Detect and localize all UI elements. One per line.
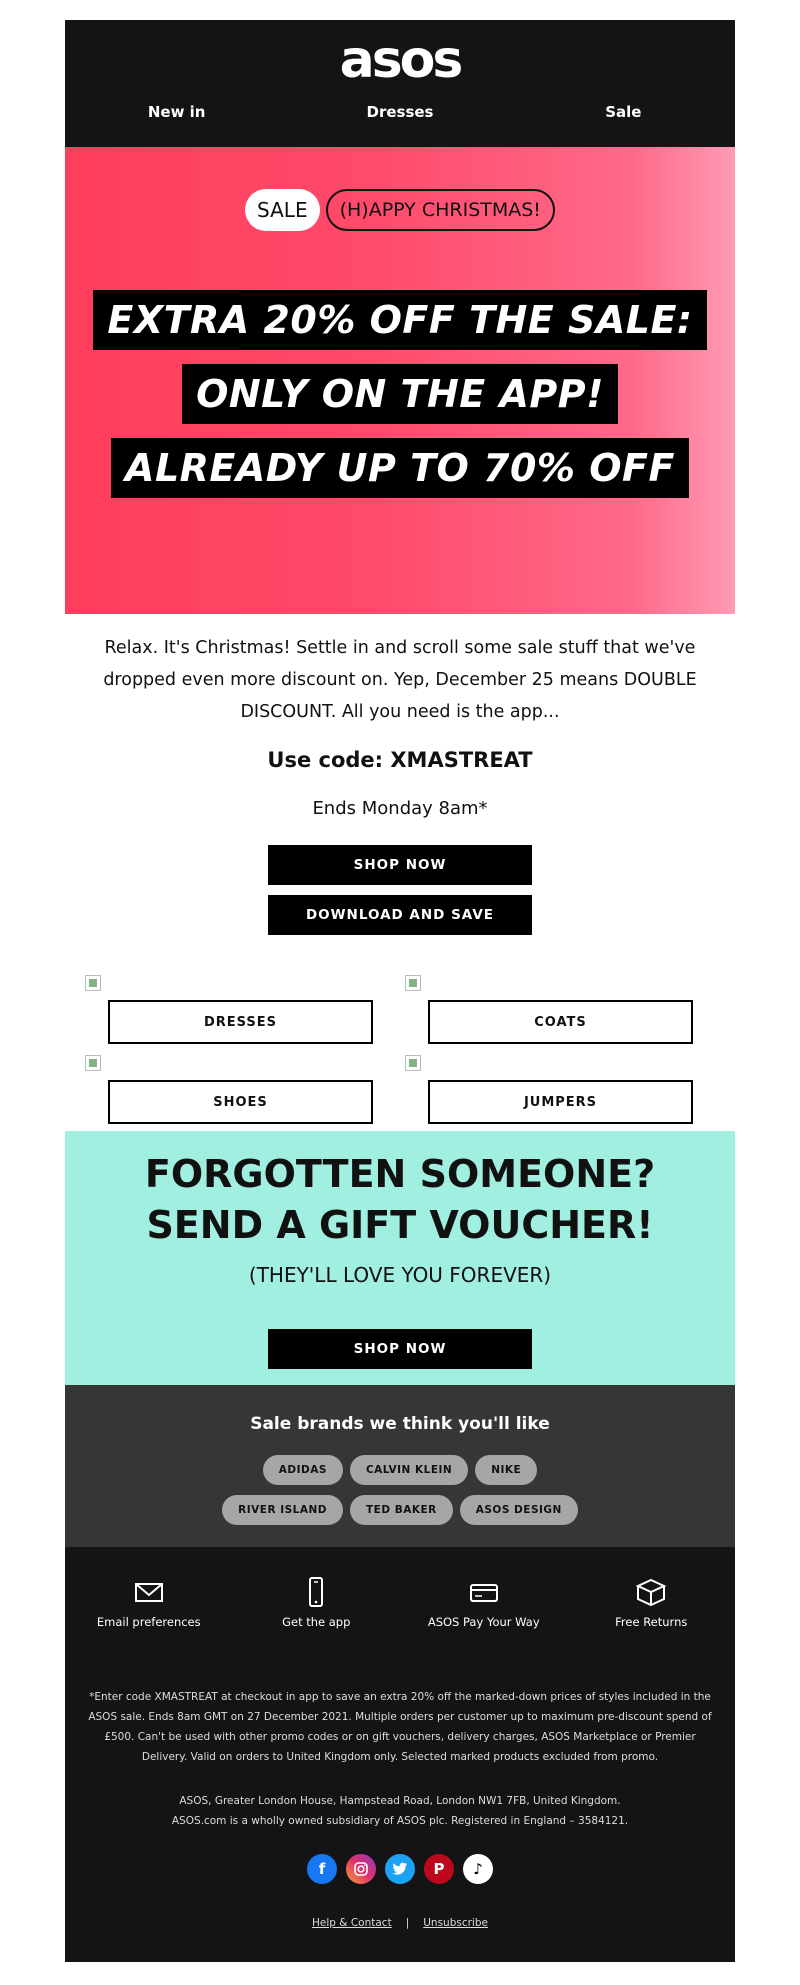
nav-new-in[interactable]: New in [147, 103, 206, 121]
phone-icon [300, 1577, 332, 1607]
feature-label: Get the app [282, 1615, 351, 1629]
gift-voucher-banner [65, 1131, 735, 1385]
feature-email-preferences[interactable] [65, 1577, 233, 1629]
broken-image-icon [405, 1055, 421, 1071]
hero-line-1: EXTRA 20% OFF THE SALE: [93, 290, 706, 350]
footer-features [65, 1577, 735, 1629]
brand-chip-calvin-klein[interactable]: CALVIN KLEIN [350, 1455, 468, 1485]
feature-pay-your-way[interactable] [400, 1577, 568, 1629]
sale-brands [65, 1385, 735, 1547]
feature-get-the-app[interactable] [233, 1577, 401, 1629]
hero-banner[interactable] [65, 147, 735, 614]
footer [65, 1547, 735, 1962]
brand-chip-asos-design[interactable]: ASOS DESIGN [460, 1495, 578, 1525]
feature-label: ASOS Pay Your Way [427, 1615, 540, 1629]
hero-pills [65, 189, 735, 231]
facebook-icon[interactable]: f [307, 1854, 337, 1884]
unsubscribe-link[interactable]: Unsubscribe [423, 1917, 488, 1929]
social-links [65, 1854, 735, 1884]
company-address [65, 1791, 735, 1831]
envelope-icon [133, 1577, 165, 1607]
address-line-1: ASOS, Greater London House, Hampstead Road, London NW1 7FB, United Kingdom. [179, 1795, 621, 1807]
brand-chip-ted-baker[interactable]: TED BAKER [350, 1495, 453, 1525]
offer-ends: Ends Monday 8am* [312, 798, 488, 819]
brand-chip-river-island[interactable]: RIVER ISLAND [222, 1495, 343, 1525]
footer-links [65, 1917, 735, 1929]
hero-line-3: ALREADY UP TO 70% OFF [111, 438, 689, 498]
instagram-icon[interactable] [346, 1854, 376, 1884]
nav-dresses[interactable]: Dresses [366, 103, 434, 121]
feature-label: Free Returns [615, 1615, 688, 1629]
download-and-save-button[interactable]: DOWNLOAD AND SAVE [268, 895, 532, 935]
card-icon [468, 1577, 500, 1607]
email-container [65, 20, 735, 1962]
broken-image-icon [85, 975, 101, 991]
broken-image-icon [85, 1055, 101, 1071]
hero-headline [65, 290, 735, 498]
nav-sale[interactable]: Sale [605, 103, 642, 121]
category-button-coats[interactable]: COATS [428, 1000, 693, 1044]
broken-image-icon [405, 975, 421, 991]
brands-title: Sale brands we think you'll like [250, 1414, 550, 1434]
brands-row-2 [65, 1495, 735, 1525]
shop-now-button[interactable]: SHOP NOW [268, 845, 532, 885]
feature-free-returns[interactable] [568, 1577, 736, 1629]
promo-code: Use code: XMASTREAT [267, 748, 533, 772]
intro-copy: Relax. It's Christmas! Settle in and scroll some sale stuff that we've dropped even more discount on. Yep, December 25 means DOUBLE DISCOUNT. All you need is the app... [103, 638, 697, 722]
voucher-title: FORGOTTEN SOMEONE? SEND A GIFT VOUCHER! [144, 1152, 656, 1247]
hero-line-2: ONLY ON THE APP! [182, 364, 618, 424]
voucher-subtitle: (THEY'LL LOVE YOU FOREVER) [248, 1263, 552, 1287]
category-button-shoes[interactable]: SHOES [108, 1080, 373, 1124]
christmas-pill: (H)APPY CHRISTMAS! [326, 189, 555, 231]
brands-row-1 [65, 1455, 735, 1485]
category-grid [65, 975, 735, 1131]
help-contact-link[interactable]: Help & Contact [312, 1917, 392, 1929]
sale-pill: SALE [245, 189, 320, 231]
address-line-2: ASOS.com is a wholly owned subsidiary of ASOS plc. Registered in England – 3584121. [171, 1815, 629, 1827]
box-icon [633, 1577, 669, 1607]
brand-chip-nike[interactable]: NIKE [475, 1455, 537, 1485]
link-separator: | [405, 1917, 410, 1929]
category-button-dresses[interactable]: DRESSES [108, 1000, 373, 1044]
tiktok-icon[interactable]: ♪ [463, 1854, 493, 1884]
feature-label: Email preferences [96, 1615, 201, 1629]
twitter-icon[interactable] [385, 1854, 415, 1884]
asos-logo[interactable]: asos [339, 30, 461, 90]
legal-terms: *Enter code XMASTREAT at checkout in app to save an extra 20% off the marked-down prices of styles included in the ASOS sale. Ends 8am GMT on 27 December 2021. Multiple orders per customer up to maximum pre-discount spend of £500. Can't be used with other promo codes or on gift vouchers, delivery charges, ASOS Marketplace or Premier Delivery. Valid on orders to United Kingdom only. Selected marked products excluded from promo. [88, 1691, 712, 1763]
main-nav [65, 103, 735, 121]
pinterest-icon[interactable]: P [424, 1854, 454, 1884]
voucher-shop-now-button[interactable]: SHOP NOW [268, 1329, 532, 1369]
header [65, 20, 735, 147]
brand-chip-adidas[interactable]: ADIDAS [263, 1455, 343, 1485]
category-button-jumpers[interactable]: JUMPERS [428, 1080, 693, 1124]
